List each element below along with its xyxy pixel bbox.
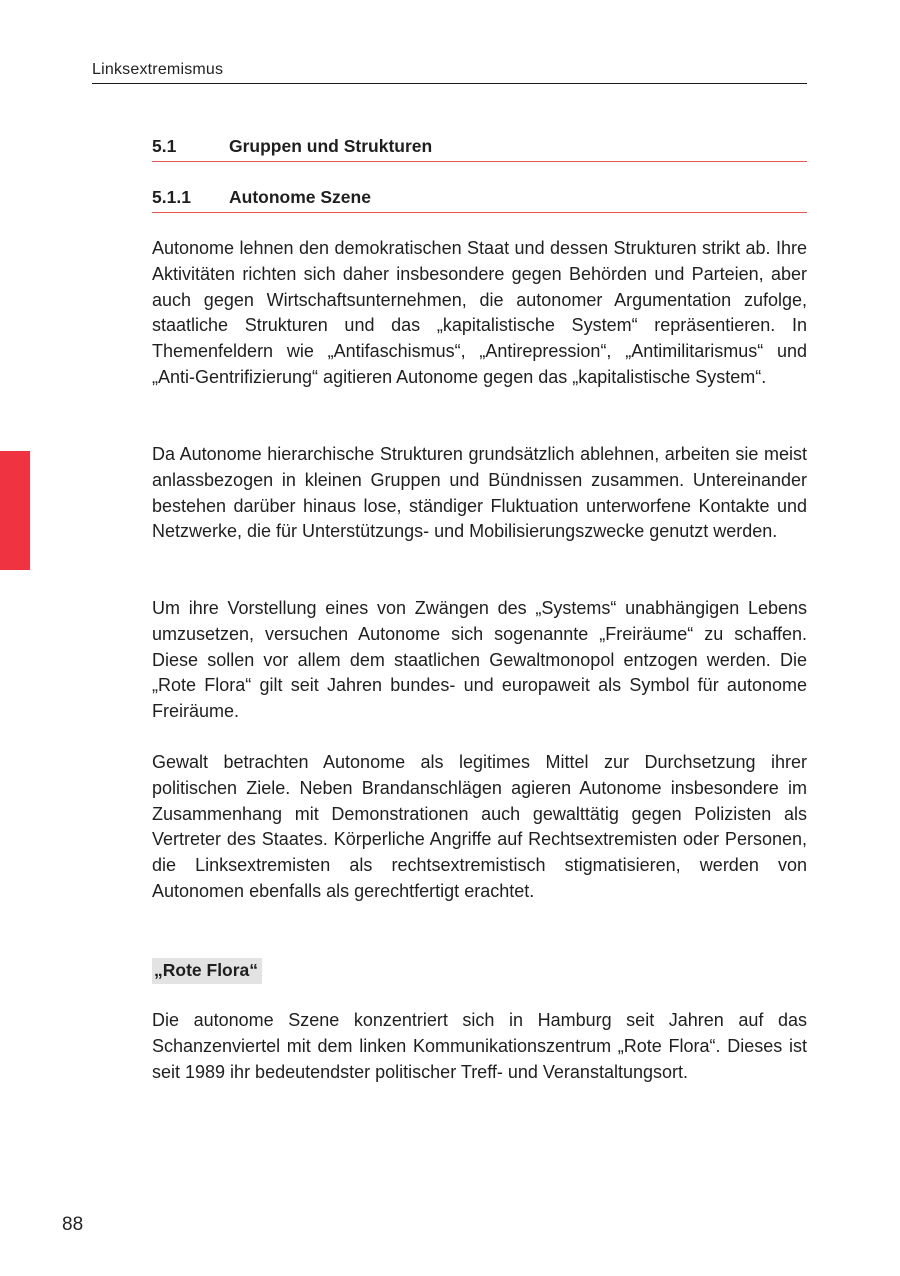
running-header: Linksextremismus — [92, 61, 807, 84]
section-number: 5.1 — [152, 136, 177, 156]
paragraph: Gewalt betrachten Autonome als legitimes Mittel zur Durchsetzung ihrer politischen Ziele. Neben Brandanschlägen agieren Autonome insbesondere im Zusammenhang mit Demonstrationen auch gewalttätig gegen Polizisten als Vertreter des Staates. Körperliche Angriffe auf Rechtsextremisten oder Personen, die Linksextremisten als rechtsextremistisch stigmatisieren, werden von Autonomen ebenfalls als gerechtfertigt erachtet. — [152, 752, 807, 901]
page-number: 88 — [62, 1214, 84, 1235]
subsection-number: 5.1.1 — [152, 187, 191, 207]
paragraph: Da Autonome hierarchische Strukturen grundsätzlich ablehnen, arbeiten sie meist anlassbezogen in kleinen Gruppen und Bündnissen zusammen. Untereinander bestehen darüber hinaus lose, ständiger Fluktuation unterworfene Kontakte und Netzwerke, die für Unterstützungs- und Mobilisierungszwecke genutzt werden. — [152, 444, 807, 542]
subsection-heading — [152, 187, 807, 213]
paragraph: Um ihre Vorstellung eines von Zwängen des „Systems“ unabhängigen Lebens umzusetzen, versuchen Autonome sich sogenannte „Freiräume“ zu schaffen. Diese sollen vor allem dem staatlichen Gewaltmonopol entzogen werden. Die „Rote Flora“ gilt seit Jahren bundes- und europaweit als Symbol für autonome Freiräume. — [152, 598, 807, 722]
subsection-title: Autonome Szene — [229, 187, 371, 207]
paragraph: Autonome lehnen den demokratischen Staat und dessen Strukturen strikt ab. Ihre Aktivitäten richten sich daher insbesondere gegen Behörden und Parteien, aber auch gegen Wirtschaftsunternehmen, die autonomer Argumentation zufolge, staatliche Strukturen und das „kapitalistische System“ repräsentieren. In Themenfeldern wie „Antifaschismus“, „Antirepression“, „Antimilitarismus“ und „Anti-Gentrifizierung“ agitieren Autonome gegen das „kapitalistische System“. — [152, 238, 807, 387]
section-heading — [152, 136, 807, 162]
section-title: Gruppen und Strukturen — [229, 136, 433, 156]
rote-flora-subheading: „Rote Flora“ — [152, 958, 262, 984]
chapter-color-tab — [0, 451, 30, 570]
paragraph: Die autonome Szene konzentriert sich in Hamburg seit Jahren auf das Schanzenviertel mit dem linken Kommunikationszentrum „Rote Flora“. Dieses ist seit 1989 ihr bedeutendster politischer Treff- und Veranstaltungsort. — [152, 1010, 807, 1082]
